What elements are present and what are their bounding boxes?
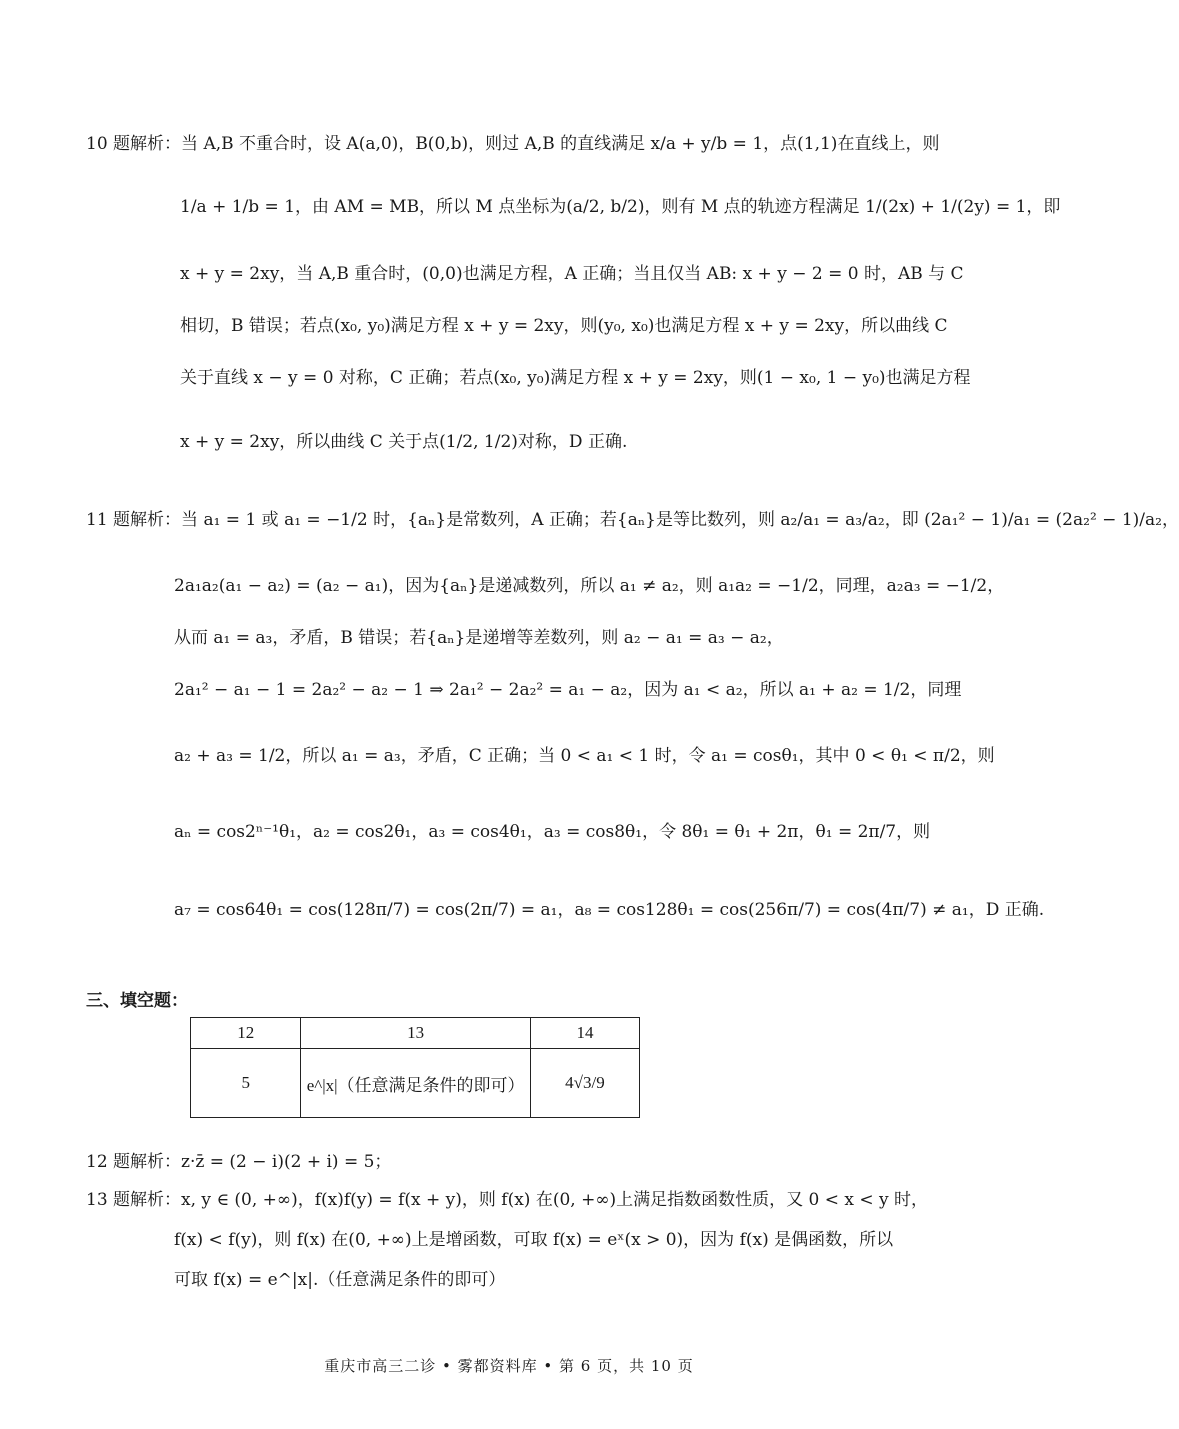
page-footer: 重庆市高三二诊 • 雾都资料库 • 第 6 页，共 10 页 — [324, 1357, 694, 1375]
q12-line: 12 题解析：z·z̄ = (2 − i)(2 + i) = 5； — [86, 1152, 392, 1172]
q10-line-3: x + y = 2xy，当 A,B 重合时，(0,0)也满足方程，A 正确；当且仅当 AB: x + y − 2 = 0 时，AB 与 C — [180, 264, 964, 284]
q10-line-4: 相切，B 错误；若点(x₀, y₀)满足方程 x + y = 2xy，则(y₀, x₀)也满足方程 x + y = 2xy，所以曲线 C — [180, 316, 948, 336]
answer-value-12: 5 — [191, 1049, 301, 1118]
answer-header-13: 13 — [301, 1018, 530, 1049]
q11-line-3: 从而 a₁ = a₃，矛盾，B 错误；若{aₙ}是递增等差数列，则 a₂ − a₁ = a₃ − a₂， — [174, 628, 784, 648]
q11-line-6: aₙ = cos2ⁿ⁻¹θ₁，a₂ = cos2θ₁，a₃ = cos4θ₁，a₃ = cos8θ₁，令 8θ₁ = θ₁ + 2π，θ₁ = 2π/7，则 — [174, 822, 931, 842]
q13-line-3: 可取 f(x) = e^|x|.（任意满足条件的即可） — [174, 1270, 506, 1290]
q11-line-4: 2a₁² − a₁ − 1 = 2a₂² − a₂ − 1 ⇒ 2a₁² − 2a₂² = a₁ − a₂，因为 a₁ < a₂，所以 a₁ + a₂ = 1/2，同理 — [174, 680, 962, 700]
q10-line-1: 10 题解析：当 A,B 不重合时，设 A(a,0)，B(0,b)，则过 A,B 的直线满足 x/a + y/b = 1，点(1,1)在直线上，则 — [86, 134, 940, 154]
q11-line-5: a₂ + a₃ = 1/2，所以 a₁ = a₃，矛盾，C 正确；当 0 < a₁ < 1 时，令 a₁ = cosθ₁，其中 0 < θ₁ < π/2，则 — [174, 746, 995, 766]
q10-line-6: x + y = 2xy，所以曲线 C 关于点(1/2, 1/2)对称，D 正确. — [180, 432, 628, 452]
q11-line-1: 11 题解析：当 a₁ = 1 或 a₁ = −1/2 时，{aₙ}是常数列，A 正确；若{aₙ}是等比数列，则 a₂/a₁ = a₃/a₂，即 (2a₁² − 1)/a₁ = (2a₂² − 1)/a₂， — [86, 510, 1179, 530]
q11-line-2: 2a₁a₂(a₁ − a₂) = (a₂ − a₁)，因为{aₙ}是递减数列，所以 a₁ ≠ a₂，则 a₁a₂ = −1/2，同理，a₂a₃ = −1/2， — [174, 576, 1005, 596]
answer-value-13: e^|x|（任意满足条件的即可） — [301, 1049, 530, 1118]
answer-table — [190, 1017, 640, 1118]
answer-value-14: 4√3/9 — [530, 1049, 639, 1118]
q11-line-7: a₇ = cos64θ₁ = cos(128π/7) = cos(2π/7) = a₁，a₈ = cos128θ₁ = cos(256π/7) = cos(4π/7) ≠ a₁，D 正确. — [174, 900, 1045, 920]
answer-header-14: 14 — [530, 1018, 639, 1049]
answer-table-header-row — [191, 1018, 640, 1049]
answer-table-value-row — [191, 1049, 640, 1118]
q10-line-2: 1/a + 1/b = 1，由 AM = MB，所以 M 点坐标为(a/2, b/2)，则有 M 点的轨迹方程满足 1/(2x) + 1/(2y) = 1，即 — [180, 197, 1061, 217]
section-title: 三、填空题： — [86, 991, 188, 1011]
answer-header-12: 12 — [191, 1018, 301, 1049]
q10-line-5: 关于直线 x − y = 0 对称，C 正确；若点(x₀, y₀)满足方程 x + y = 2xy，则(1 − x₀, 1 − y₀)也满足方程 — [180, 368, 971, 388]
q13-line-1: 13 题解析：x, y ∈ (0, +∞)，f(x)f(y) = f(x + y)，则 f(x) 在(0, +∞)上满足指数函数性质，又 0 < x < y 时， — [86, 1190, 929, 1210]
q13-line-2: f(x) < f(y)，则 f(x) 在(0, +∞)上是增函数，可取 f(x) = eˣ(x > 0)，因为 f(x) 是偶函数，所以 — [174, 1230, 894, 1250]
